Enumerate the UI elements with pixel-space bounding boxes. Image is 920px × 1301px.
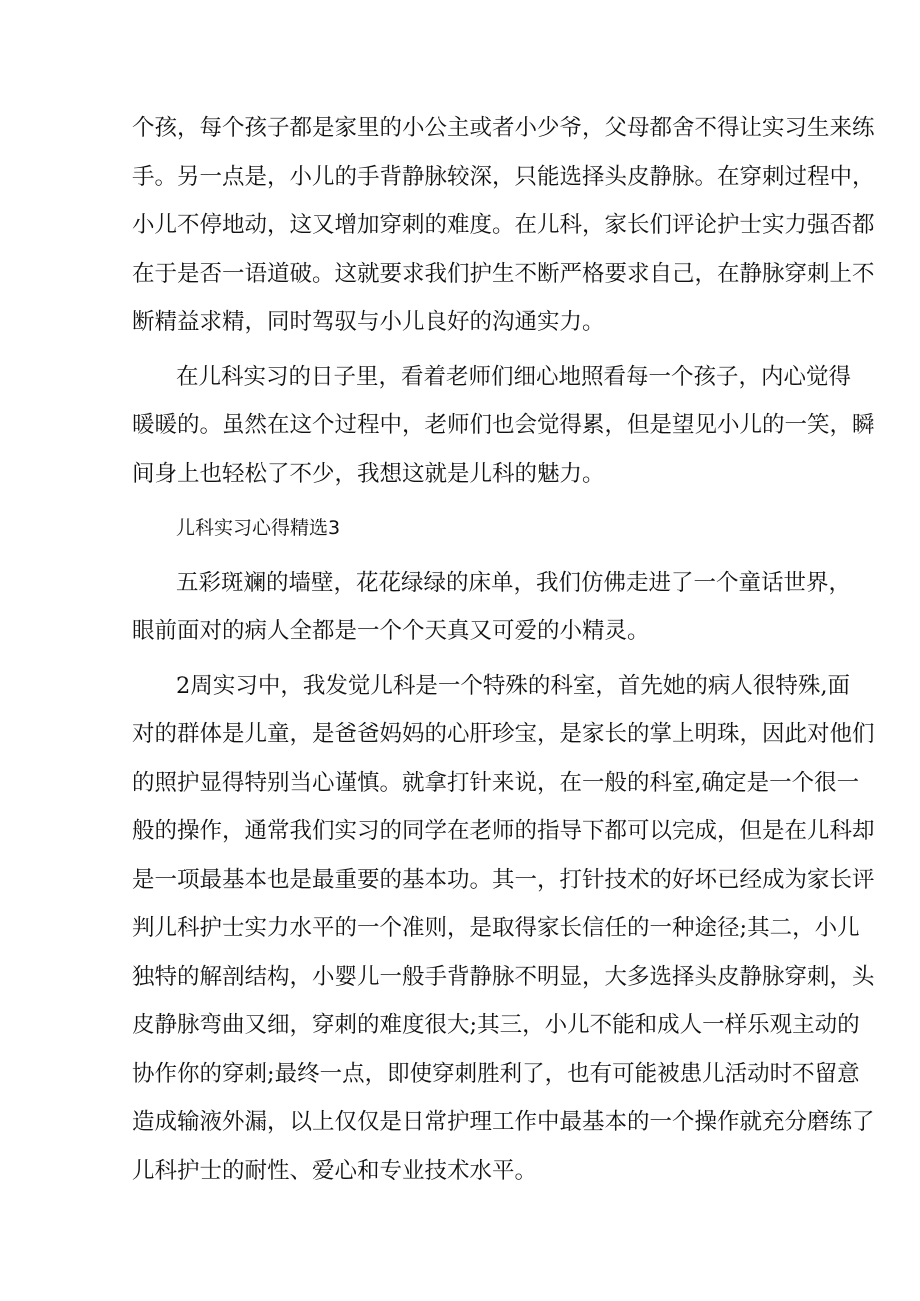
section-heading xyxy=(132,504,796,553)
document-page xyxy=(132,104,875,1195)
heading-text: 儿科实习心得精选3 xyxy=(176,517,341,539)
paragraph-4 xyxy=(132,662,875,1196)
text-line: 独特的解剖结构，小婴儿一般手背静脉不明显，大多选择头皮静脉穿刺，头 xyxy=(132,963,875,990)
text-line: 皮静脉弯曲又细，穿刺的难度很大;其三，小儿不能和成人一样乐观主动的 xyxy=(132,1012,860,1038)
text-line: 在于是否一语道破。这就要求我们护生不断严格要求自己，在静脉穿刺上不 xyxy=(132,260,875,287)
paragraph-3 xyxy=(132,559,852,656)
text-line: 小儿不停地动，这又增加穿刺的难度。在儿科，家长们评论护士实力强否都 xyxy=(132,212,875,238)
text-line: 的照护显得特别当心谨慎。就拿打针来说，在一般的科室,确定是一个很一 xyxy=(132,769,860,796)
text-line: 协作你的穿刺;最终一点，即使穿刺胜利了，也有可能被患儿活动时不留意 xyxy=(132,1060,860,1087)
text-line: 间身上也轻松了不少，我想这就是儿科的魅力。 xyxy=(132,460,605,487)
text-line: 暖暖的。虽然在这个过程中，老师们也会觉得累，但是望见小儿的一笑，瞬 xyxy=(132,412,875,438)
text-line: 儿科护士的耐性、爱心和专业技术水平。 xyxy=(132,1157,538,1184)
paragraph-1 xyxy=(132,104,875,347)
text-line: 判儿科护士实力水平的一个准则，是取得家长信任的一种途径;其二，小儿 xyxy=(132,915,860,941)
text-line: 断精益求精，同时驾驭与小儿良好的沟通实力。 xyxy=(132,309,605,335)
text-line: 般的操作，通常我们实习的同学在老师的指导下都可以完成，但是在儿科却 xyxy=(132,818,875,844)
text-line: 2周实习中，我发觉儿科是一个特殊的科室，首先她的病人很特殊,面 xyxy=(176,672,850,699)
paragraph-2 xyxy=(132,353,875,499)
text-line: 手。另一点是，小儿的手背静脉较深，只能选择头皮静脉。在穿刺过程中， xyxy=(132,163,875,190)
text-line: 对的群体是儿童，是爸爸妈妈的心肝珍宝，是家长的掌上明珠，因此对他们 xyxy=(132,721,875,747)
text-line: 是一项最基本也是最重要的基本功。其一，打针技术的好坏已经成为家长评 xyxy=(132,866,875,893)
text-line: 在儿科实习的日子里，看着老师们细心地照看每一个孩子，内心觉得 xyxy=(176,363,852,390)
text-line: 个孩，每个孩子都是家里的小公主或者小少爷，父母都舍不得让实习生来练 xyxy=(132,115,875,141)
text-line: 造成输液外漏，以上仅仅是日常护理工作中最基本的一个操作就充分磨练了 xyxy=(132,1109,875,1135)
text-line: 五彩斑斓的墙壁，花花绿绿的床单，我们仿佛走进了一个童话世界， xyxy=(176,569,852,596)
text-line: 眼前面对的病人全都是一个个天真又可爱的小精灵。 xyxy=(132,618,650,644)
